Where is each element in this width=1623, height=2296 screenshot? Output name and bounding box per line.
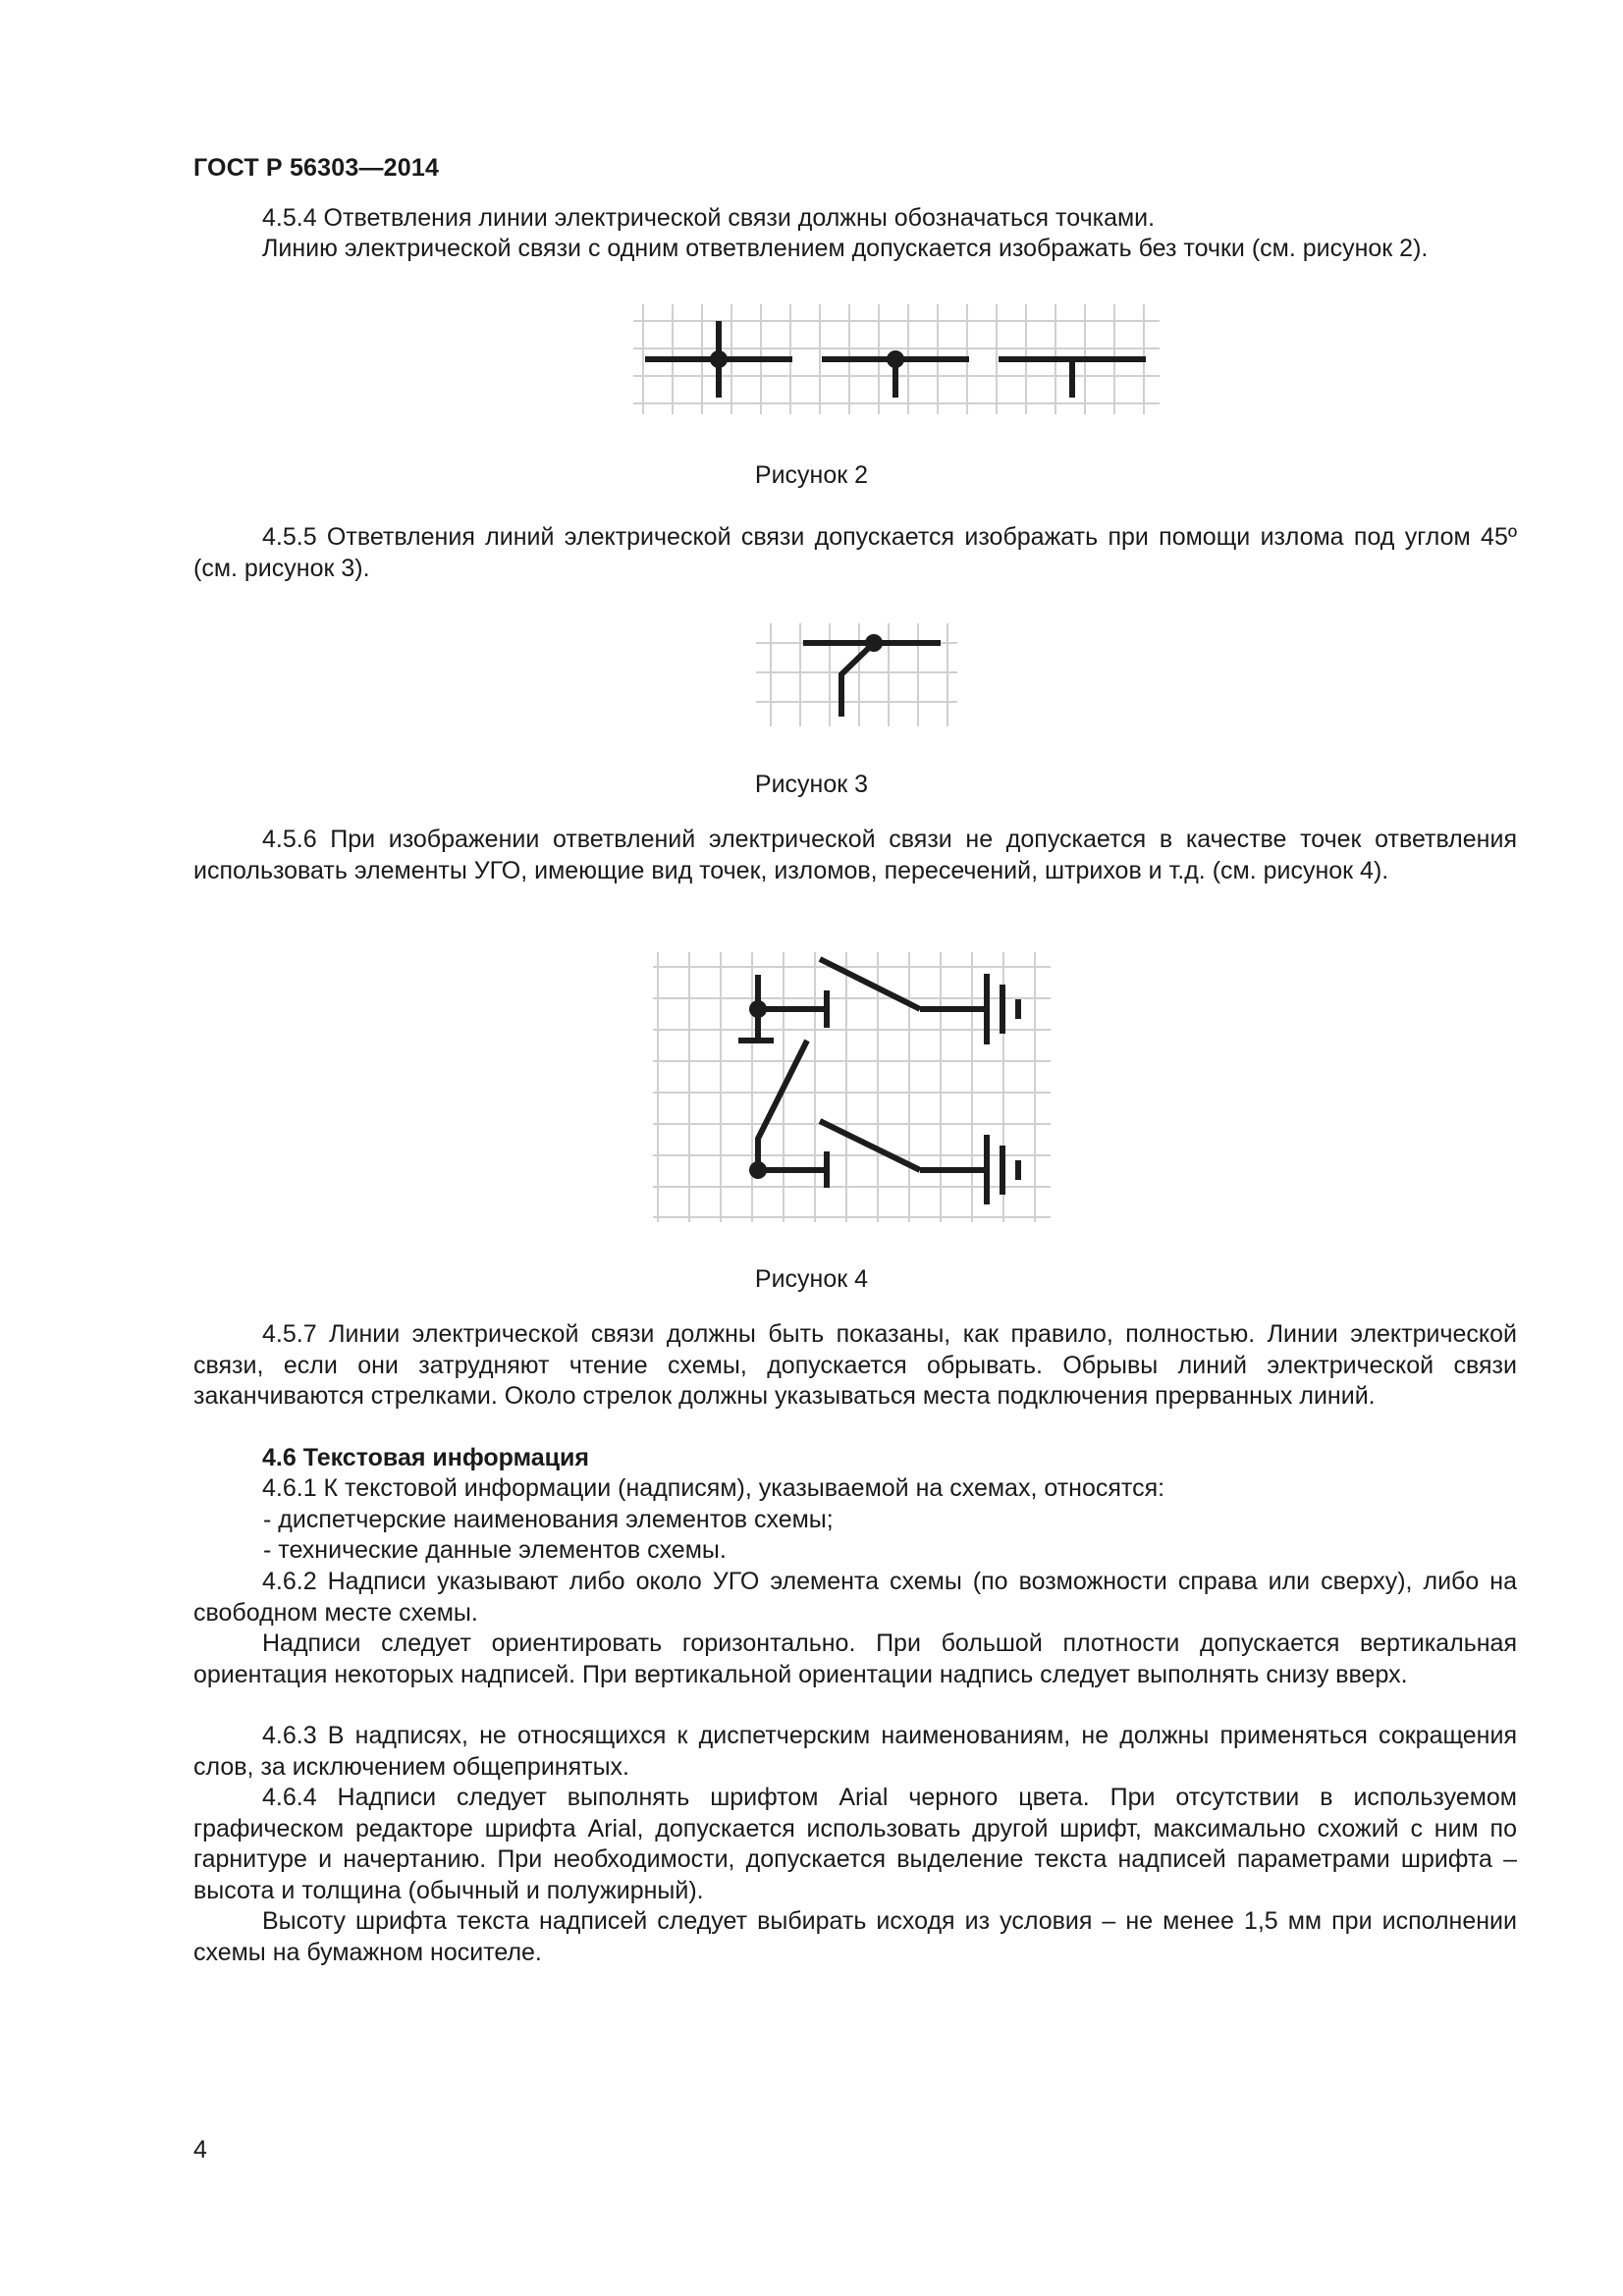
figure-2-diagram (633, 304, 1160, 414)
document-code-header: ГОСТ Р 56303—2014 (193, 154, 440, 182)
paragraph-4-6-4: 4.6.4 Надписи следует выполнять шрифтом Arial черного цвета. При отсутствии в используемом графическом редакторе шрифта Arial, допускается использовать другой шрифт, максимально схожий с ним по гарнитуре и начертанию. При необходимости, допускается выделение текста надписей параметрами шрифта – высота и толщина (обычный и полужирный). (193, 1784, 1517, 1904)
paragraph-4-6-4-continued: Высоту шрифта текста надписей следует выбирать исходя из условия – не менее 1,5 мм при исполнении схемы на бумажном носителе. (193, 1907, 1517, 1966)
paragraph-4-6-1: 4.6.1 К текстовой информации (надписям), указываемой на схемах, относятся: (262, 1474, 1165, 1502)
paragraph-4-5-4: 4.5.4 Ответвления линии электрической связи должны обозначаться точками. (262, 204, 1156, 232)
paragraph-4-6-3: 4.6.3 В надписях, не относящихся к диспетчерским наименованиям, не должны применяться сокращения слов, за исключением общепринятых. (193, 1722, 1517, 1781)
paragraph-4-5-5: 4.5.5 Ответвления линий электрической связи допускается изображать при помощи излома под углом 45º (см. рисунок 3). (193, 523, 1517, 582)
tee-junction-with-dot (822, 350, 969, 398)
section-heading-4-6: 4.6 Текстовая информация (262, 1444, 589, 1471)
page-number: 4 (193, 2136, 207, 2163)
paragraph-4-5-7: 4.5.7 Линии электрической связи должны быть показаны, как правило, полностью. Линии электрической связи, если они затрудняют чтение схемы, допускается обрывать. Обрывы линий электрической связи заканчиваются стрелками. Около стрелок должны указываться места подключения прерванных линий. (193, 1320, 1517, 1410)
paragraph-4-5-6: 4.5.6 При изображении ответвлений электрической связи не допускается в качестве точек ответвления использовать элементы УГО, имеющие вид точек, изломов, пересечений, штрихов и т.д. (см. рисунок 4). (193, 826, 1517, 884)
figure-4-diagram (653, 952, 1051, 1222)
lower-switch-circuit (749, 1121, 1018, 1204)
list-item: - технические данные элементов схемы. (263, 1536, 727, 1564)
figure-3-diagram (756, 623, 957, 726)
paragraph-4-6-2: 4.6.2 Надписи указывают либо около УГО элемента схемы (по возможности справа или сверху), либо на свободном месте схемы. (193, 1568, 1517, 1627)
paragraph-4-5-4-continued: Линию электрической связи с одним ответвлением допускается изображать без точки (см. рисунок 2). (262, 235, 1429, 262)
branch-with-45-degree-bend (803, 634, 941, 717)
figure-3-grid (756, 623, 957, 726)
paragraph-4-6-2-continued: Надписи следует ориентировать горизонтально. При большой плотности допускается вертикальная ориентация некоторых надписей. При вертикальной ориентации надпись следует выполнять снизу вверх. (193, 1629, 1517, 1688)
list-item: - диспетчерские наименования элементов схемы; (263, 1506, 834, 1533)
cross-junction-with-dot (645, 321, 792, 398)
figure-3-caption: Рисунок 3 (754, 771, 869, 798)
figure-4-caption: Рисунок 4 (754, 1265, 869, 1293)
figure-4-grid (653, 952, 1051, 1222)
figure-2-caption: Рисунок 2 (754, 461, 869, 489)
tee-junction-without-dot (999, 359, 1146, 398)
